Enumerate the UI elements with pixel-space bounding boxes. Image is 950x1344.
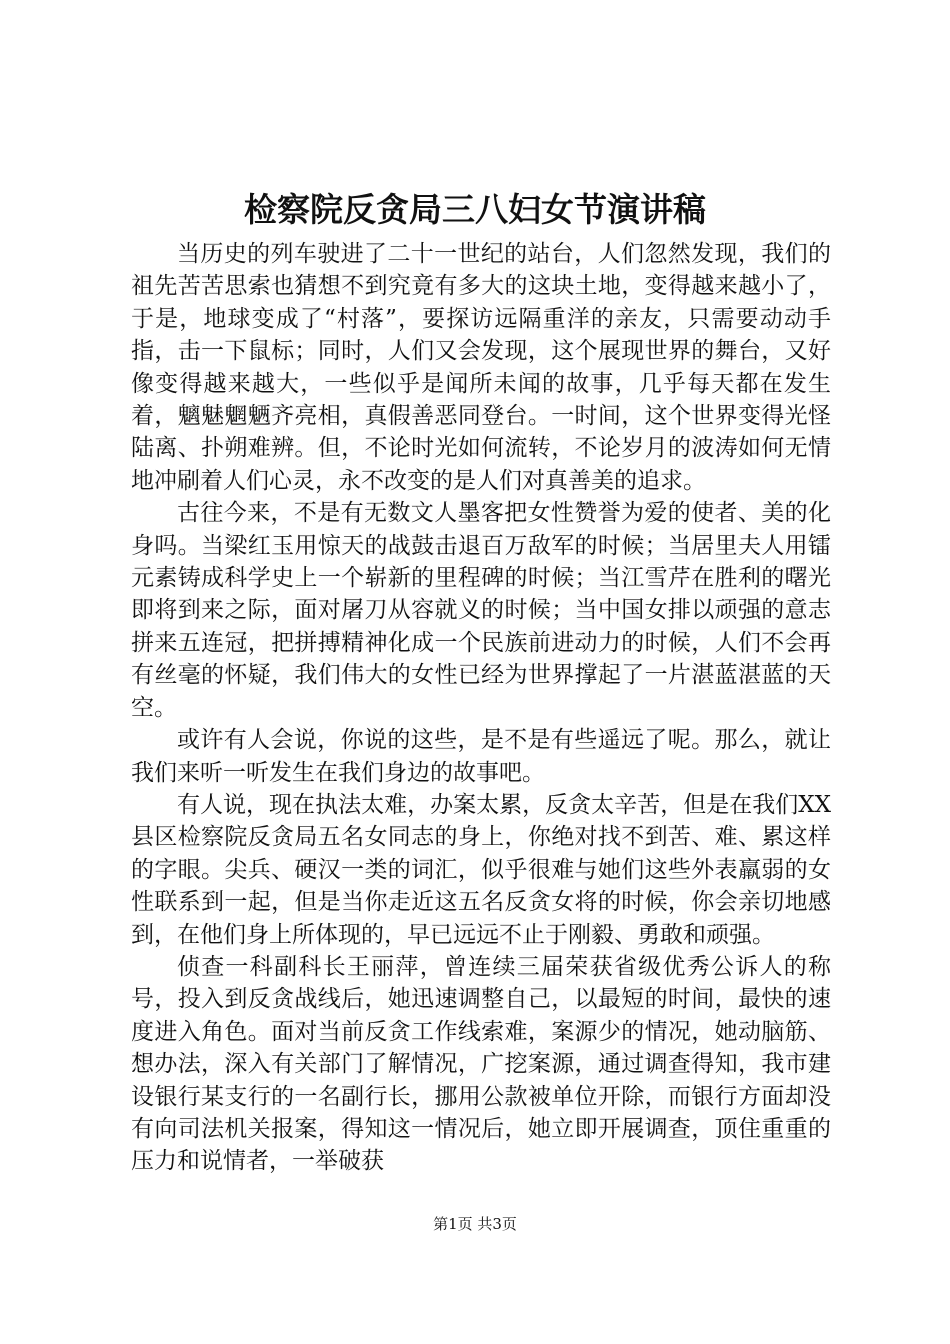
document-title: 检察院反贪局三八妇女节演讲稿 (244, 190, 706, 229)
paragraph-2: 古往今来，不是有无数文人墨客把女性赞誉为爱的使者、美的化身吗。当梁红玉用惊天的战鼓击退百万敌军的时候；当居里夫人用镭元素铸成科学史上一个崭新的里程碑的时候；当江雪芹在胜利的曙光即将到来之际，面对屠刀从容就义的时候；当中国女排以顽强的意志拼来五连冠，把拼搏精神化成一个民族前进动力的时候，人们不会再有丝毫的怀疑，我们伟大的女性已经为世界撑起了一片湛蓝湛蓝的天空。 (131, 500, 831, 721)
document-body (131, 238, 831, 1178)
paragraph-5: 侦查一科副科长王丽萍，曾连续三届荣获省级优秀公诉人的称号，投入到反贪战线后，她迅速调整自己，以最短的时间，最快的速度进入角色。面对当前反贪工作线索难，案源少的情况，她动脑筋、想办法，深入有关部门了解情况，广挖案源，通过调查得知，我市建设银行某支行的一名副行长，挪用公款被单位开除，而银行方面却没有向司法机关报案，得知这一情况后，她立即开展调查，顶住重重的压力和说情者，一举破获 (131, 953, 831, 1175)
paragraph-3: 或许有人会说，你说的这些，是不是有些遥远了呢。那么，就让我们来听一听发生在我们身边的故事吧。 (131, 727, 831, 786)
paragraph-1: 当历史的列车驶进了二十一世纪的站台，人们忽然发现，我们的祖先苦苦思索也猜想不到究竟有多大的这块土地，变得越来越小了，于是，地球变成了“村落”，要探访远隔重洋的亲友，只需要动动手指，击一下鼠标；同时，人们又会发现，这个展现世界的舞台，又好像变得越来越大，一些似乎是闻所未闻的故事，几乎每天都在发生着，魑魅魍魉齐亮相，真假善恶同登台。一时间，这个世界变得光怪陆离、扑朔难辨。但，不论时光如何流转，不论岁月的波涛如何无情地冲刷着人们心灵，永不改变的是人们对真善美的追求。 (131, 241, 831, 494)
paragraph-4: 有人说，现在执法太难，办案太累，反贪太辛苦，但是在我们XX县区检察院反贪局五名女同志的身上，你绝对找不到苦、难、累这样的字眼。尖兵、硬汉一类的词汇，似乎很难与她们这些外表羸弱的女性联系到一起，但是当你走近这五名反贪女将的时候，你会亲切地感到，在他们身上所体现的，早已远远不止于刚毅、勇敢和顽强。 (131, 791, 831, 948)
page-footer: 第1页 共3页 (433, 1215, 517, 1233)
